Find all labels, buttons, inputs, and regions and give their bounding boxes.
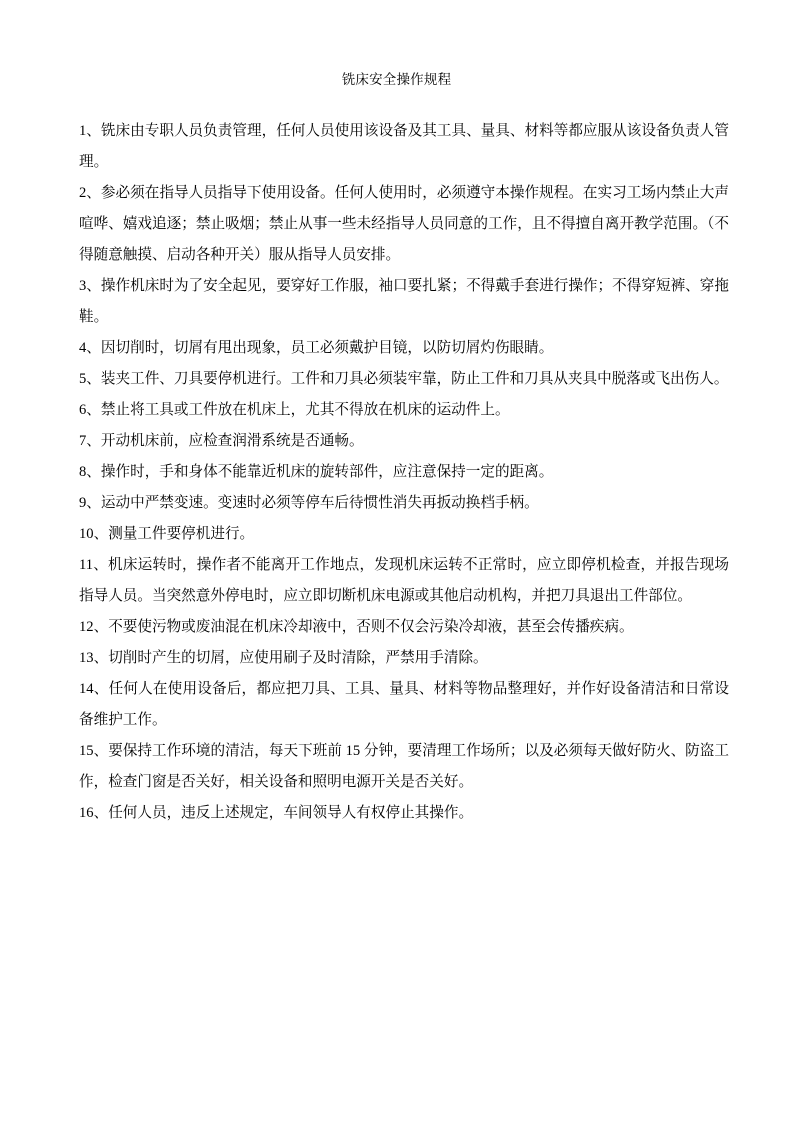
rule-item: [79, 519, 729, 550]
rule-number: 6、: [79, 402, 101, 418]
rule-number: 9、: [79, 495, 101, 511]
rule-number: 11、: [79, 557, 109, 573]
rule-item: [79, 643, 729, 674]
rule-text: 开动机床前，应检查润滑系统是否通畅。: [100, 433, 364, 449]
rule-item: [79, 364, 729, 395]
rule-item: [79, 271, 729, 333]
rule-text: 要保持工作环境的清洁，每天下班前 15 分钟，要清理工作场所；以及必须每天做好防火、防盗工作，检查门窗是否关好，相关设备和照明电源开关是否关好。: [79, 743, 729, 790]
rule-text: 因切削时，切屑有甩出现象，员工必须戴护目镜，以防切屑灼伤眼睛。: [100, 340, 554, 356]
rule-number: 10、: [79, 526, 109, 542]
rule-text: 操作机床时为了安全起见，要穿好工作服，袖口要扎紧；不得戴手套进行操作；不得穿短裤、穿拖鞋。: [79, 278, 729, 325]
rule-item: [79, 333, 729, 364]
rule-text: 铣床由专职人员负责管理，任何人员使用该设备及其工具、量具、材料等都应服从该设备负责人管理。: [79, 123, 729, 170]
rule-number: 14、: [79, 681, 109, 697]
rule-item: [79, 395, 729, 426]
rule-number: 16、: [79, 805, 109, 821]
rule-number: 7、: [79, 433, 101, 449]
page-title: 铣床安全操作规程: [341, 72, 452, 88]
rule-number: 15、: [79, 743, 109, 759]
rule-number: 2、: [79, 185, 101, 201]
rule-item: [79, 178, 729, 271]
rule-text: 切削时产生的切屑，应使用刷子及时清除，严禁用手清除。: [108, 650, 488, 666]
rule-item: [79, 426, 729, 457]
rule-text: 测量工件要停机进行。: [108, 526, 255, 542]
rule-text: 运动中严禁变速。变速时必须等停车后待惯性消失再扳动换档手柄。: [100, 495, 539, 511]
rules-list: [79, 116, 729, 829]
rule-item: [79, 674, 729, 736]
rule-number: 3、: [79, 278, 101, 294]
rule-text: 参必须在指导人员指导下使用设备。任何人使用时，必须遵守本操作规程。在实习工场内禁止大声喧哗、嬉戏追逐；禁止吸烟；禁止从事一些未经指导人员同意的工作，且不得擅自离开教学范围。（不得随意触摸、启动各种开关）服从指导人员安排。: [79, 185, 729, 263]
rule-text: 机床运转时，操作者不能离开工作地点，发现机床运转不正常时，应立即停机检查，并报告现场指导人员。当突然意外停电时，应立即切断机床电源或其他启动机构，并把刀具退出工件部位。: [79, 557, 729, 604]
rule-text: 装夹工件、刀具要停机进行。工件和刀具必须装牢靠，防止工件和刀具从夹具中脱落或飞出伤人。: [100, 371, 729, 387]
rule-item: [79, 488, 729, 519]
rule-number: 1、: [79, 123, 101, 139]
rule-item: [79, 798, 729, 829]
rule-text: 操作时，手和身体不能靠近机床的旋转部件，应注意保持一定的距离。: [100, 464, 554, 480]
rule-item: [79, 457, 729, 488]
rule-number: 5、: [79, 371, 101, 387]
rule-number: 13、: [79, 650, 109, 666]
rule-item: [79, 550, 729, 612]
rule-text: 任何人员，违反上述规定，车间领导人有权停止其操作。: [108, 805, 474, 821]
rule-number: 12、: [79, 619, 109, 635]
rule-text: 任何人在使用设备后，都应把刀具、工具、量具、材料等物品整理好，并作好设备清洁和日常设备维护工作。: [79, 681, 729, 728]
rule-item: [79, 116, 729, 178]
rule-text: 禁止将工具或工件放在机床上，尤其不得放在机床的运动件上。: [100, 402, 510, 418]
rule-text: 不要使污物或废油混在机床冷却液中，否则不仅会污染冷却液，甚至会传播疾病。: [108, 619, 634, 635]
rule-item: [79, 612, 729, 643]
rule-number: 4、: [79, 340, 101, 356]
rule-number: 8、: [79, 464, 101, 480]
rule-item: [79, 736, 729, 798]
